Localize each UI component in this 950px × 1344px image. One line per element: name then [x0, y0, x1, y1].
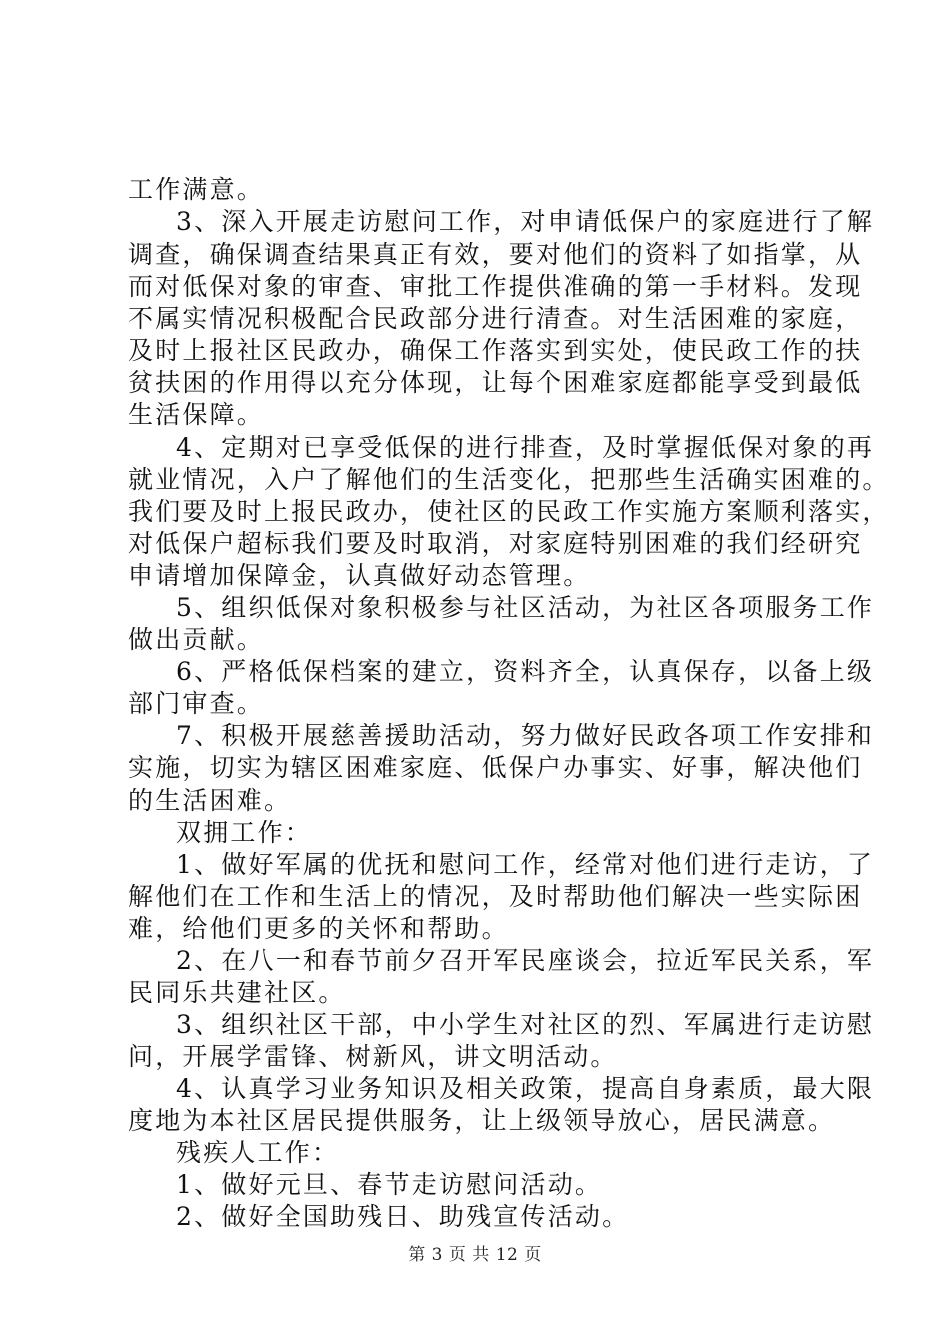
- body-text-line: 贫扶困的作用得以充分体现，让每个困难家庭都能享受到最低: [128, 368, 863, 397]
- body-text-line: 部门审查。: [128, 689, 265, 718]
- body-text-line: 1、做好军属的优抚和慰问工作，经常对他们进行走访，了: [176, 850, 875, 879]
- body-text-line: 3、深入开展走访慰问工作，对申请低保户的家庭进行了解: [176, 207, 875, 236]
- body-text-line: 难，给他们更多的关怀和帮助。: [128, 914, 509, 943]
- body-text-line: 1、做好元旦、春节走访慰问活动。: [176, 1170, 603, 1199]
- body-text-line: 6、严格低保档案的建立，资料齐全，认真保存，以备上级: [176, 657, 875, 686]
- body-text-line: 3、组织社区干部，中小学生对社区的烈、军属进行走访慰: [176, 1010, 875, 1039]
- body-text-line: 申请增加保障金，认真做好动态管理。: [128, 561, 591, 590]
- body-text-line: 生活保障。: [128, 400, 265, 429]
- body-text-line: 不属实情况积极配合民政部分进行清查。对生活困难的家庭，: [128, 304, 863, 333]
- section-heading-disabled: 残疾人工作：: [176, 1138, 340, 1167]
- page-number-footer: 第 3 页 共 12 页: [408, 1245, 542, 1265]
- body-text-line: 就业情况，入户了解他们的生活变化，把那些生活确实困难的。: [128, 465, 890, 494]
- body-text-line: 解他们在工作和生活上的情况，及时帮助他们解决一些实际困: [128, 882, 863, 911]
- section-heading-shuangyong: 双拥工作：: [176, 818, 313, 847]
- body-text-line: 及时上报社区民政办，确保工作落实到实处，使民政工作的扶: [128, 336, 863, 365]
- body-text-line: 工作满意。: [128, 175, 265, 204]
- body-text-line: 调查，确保调查结果真正有效，要对他们的资料了如指掌，从: [128, 240, 863, 269]
- body-text-line: 问，开展学雷锋、树新风，讲文明活动。: [128, 1042, 618, 1071]
- body-text-line: 的生活困难。: [128, 786, 292, 815]
- body-text-line: 2、做好全国助残日、助残宣传活动。: [176, 1202, 630, 1231]
- body-text-line: 5、组织低保对象积极参与社区活动，为社区各项服务工作: [176, 593, 875, 622]
- body-text-line: 实施，切实为辖区困难家庭、低保户办事实、好事，解决他们: [128, 753, 863, 782]
- body-text-line: 做出贡献。: [128, 625, 265, 654]
- body-text-line: 度地为本社区居民提供服务，让上级领导放心，居民满意。: [128, 1106, 836, 1135]
- body-text-line: 我们要及时上报民政办，使社区的民政工作实施方案顺利落实，: [128, 497, 890, 526]
- body-text-line: 7、积极开展慈善援助活动，努力做好民政各项工作安排和: [176, 721, 875, 750]
- body-text-line: 民同乐共建社区。: [128, 978, 346, 1007]
- body-text-line: 2、在八一和春节前夕召开军民座谈会，拉近军民关系，军: [176, 946, 875, 975]
- body-text-line: 4、认真学习业务知识及相关政策，提高自身素质，最大限: [176, 1074, 875, 1103]
- body-text-line: 对低保户超标我们要及时取消，对家庭特别困难的我们经研究: [128, 529, 863, 558]
- body-text-line: 而对低保对象的审查、审批工作提供准确的第一手材料。发现: [128, 272, 863, 301]
- body-text-line: 4、定期对已享受低保的进行排查，及时掌握低保对象的再: [176, 433, 875, 462]
